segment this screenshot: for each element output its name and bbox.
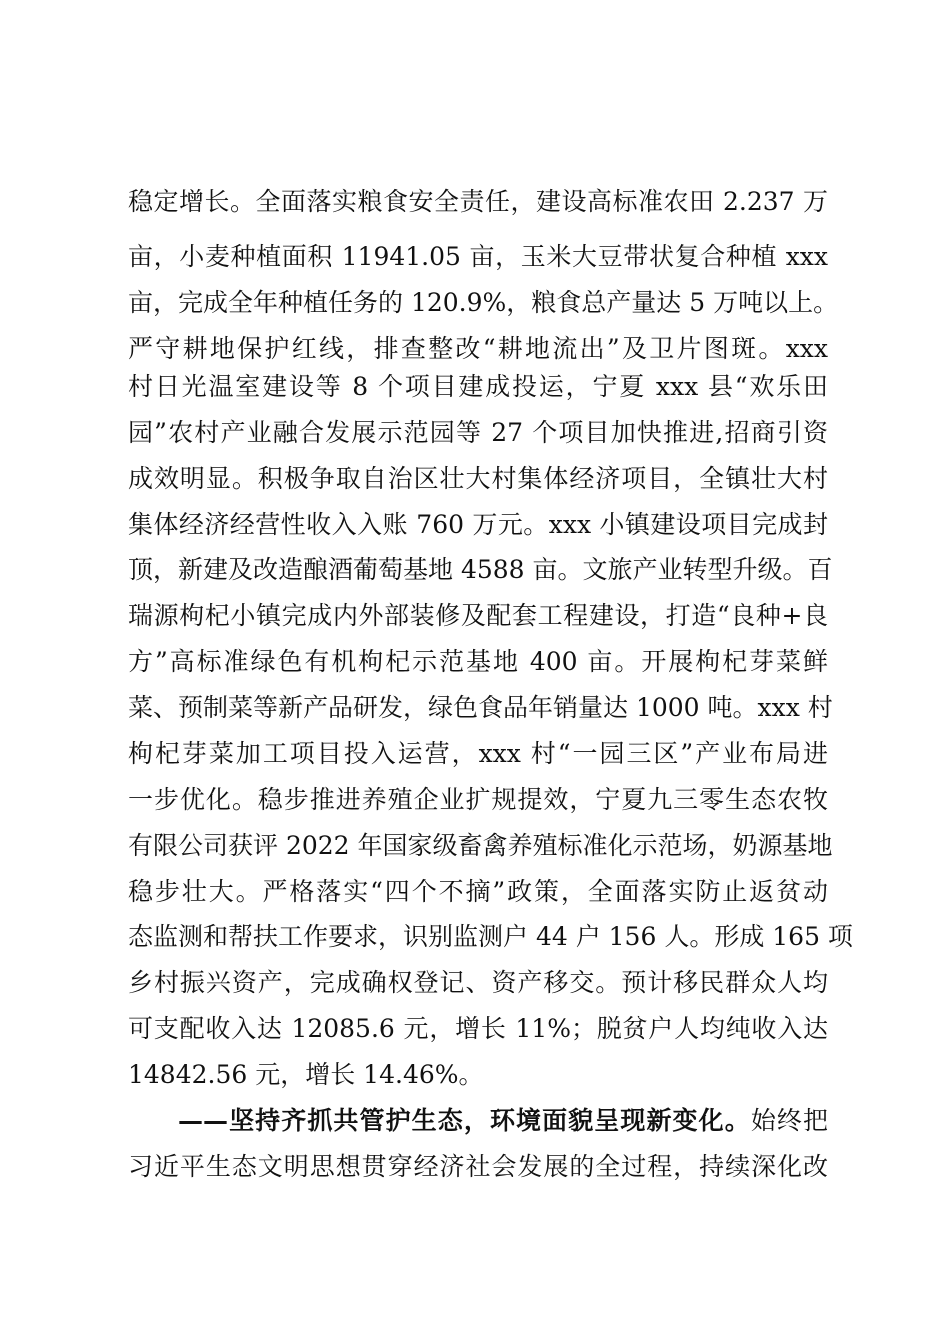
paragraph-line: 一步优化。稳步推进养殖企业扩规提效，宁夏九三零生态农牧 bbox=[128, 785, 828, 814]
paragraph-line: 有限公司获评 2022 年国家级畜禽养殖标准化示范场，奶源基地 bbox=[128, 831, 833, 860]
paragraph-line: 态监测和帮扶工作要求，识别监测户 44 户 156 人。形成 165 项 bbox=[128, 922, 853, 951]
paragraph-line: 稳定增长。全面落实粮食安全责任，建设高标准农田 2.237 万 bbox=[128, 187, 828, 216]
paragraph-line: 集体经济经营性收入入账 760 万元。xxx 小镇建设项目完成封 bbox=[128, 510, 828, 539]
paragraph-line: 顶，新建及改造酿酒葡萄基地 4588 亩。文旅产业转型升级。百 bbox=[128, 555, 833, 584]
paragraph-line: 14842.56 元，增长 14.46%。 bbox=[128, 1060, 484, 1089]
paragraph-line: 村日光温室建设等 8 个项目建成投运，宁夏 xxx 县“欢乐田 bbox=[128, 372, 828, 401]
paragraph-line: 可支配收入达 12085.6 元，增长 11%；脱贫户人均纯收入达 bbox=[128, 1014, 828, 1043]
paragraph-line: 瑞源枸杞小镇完成内外部装修及配套工程建设，打造“良种+良 bbox=[128, 601, 828, 630]
paragraph-line: 稳步壮大。严格落实“四个不摘”政策，全面落实防止返贫动 bbox=[128, 877, 828, 906]
paragraph-line: 方”高标准绿色有机枸杞示范基地 400 亩。开展枸杞芽菜鲜 bbox=[128, 647, 828, 676]
paragraph-line: 菜、预制菜等新产品研发，绿色食品年销量达 1000 吨。xxx 村 bbox=[128, 693, 833, 722]
paragraph-line: 严守耕地保护红线，排查整改“耕地流出”及卫片图斑。xxx bbox=[128, 334, 828, 363]
paragraph-line: 成效明显。积极争取自治区壮大村集体经济项目，全镇壮大村 bbox=[128, 464, 828, 493]
paragraph-line: 亩，完成全年种植任务的 120.9%，粮食总产量达 5 万吨以上。 bbox=[128, 288, 839, 317]
paragraph-line: 亩，小麦种植面积 11941.05 亩，玉米大豆带状复合种植 xxx bbox=[128, 242, 828, 271]
paragraph-line: 枸杞芽菜加工项目投入运营，xxx 村“一园三区”产业布局进 bbox=[128, 739, 828, 768]
section-heading: ——坚持齐抓共管护生态，环境面貌呈现新变化。 bbox=[178, 1106, 751, 1135]
paragraph-line: 园”农村产业融合发展示范园等 27 个项目加快推进,招商引资 bbox=[128, 418, 828, 447]
section-intro: 始终把 bbox=[750, 1106, 828, 1135]
paragraph-line: 乡村振兴资产，完成确权登记、资产移交。预计移民群众人均 bbox=[128, 968, 828, 997]
paragraph-line: 习近平生态文明思想贯穿经济社会发展的全过程，持续深化改 bbox=[128, 1152, 828, 1181]
section-heading-line bbox=[178, 1101, 828, 1141]
